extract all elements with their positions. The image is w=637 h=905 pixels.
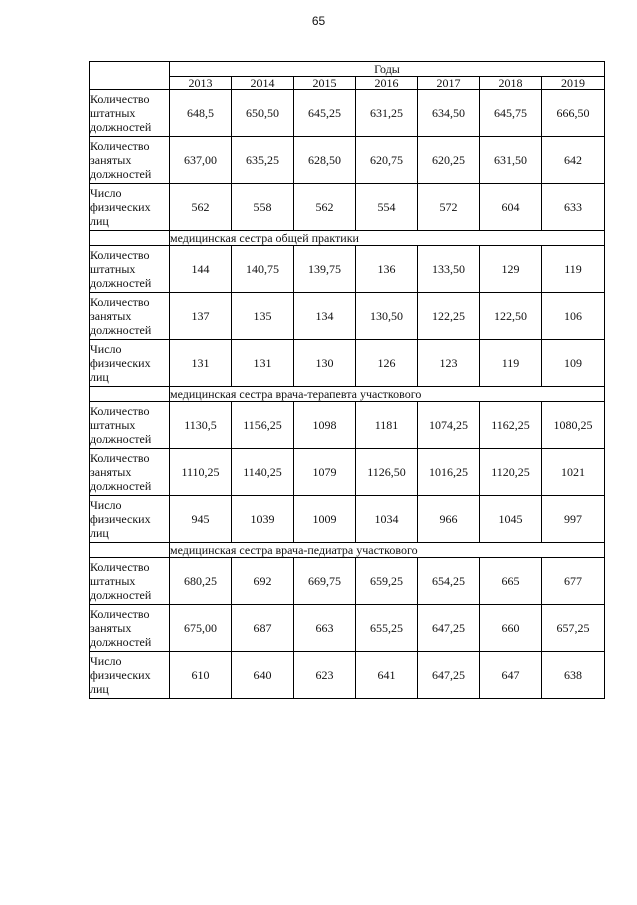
value-cell: 663 xyxy=(294,605,356,652)
page-number: 65 xyxy=(311,14,326,28)
table-row xyxy=(90,293,605,340)
value-cell: 638 xyxy=(542,652,605,699)
value-cell: 137 xyxy=(170,293,232,340)
header-corner-cell xyxy=(90,62,170,90)
value-cell: 966 xyxy=(418,496,480,543)
value-cell: 647,25 xyxy=(418,605,480,652)
row-label-line: занятых xyxy=(90,465,132,479)
row-label-line: Количество xyxy=(90,560,150,574)
value-cell: 144 xyxy=(170,246,232,293)
value-cell: 109 xyxy=(542,340,605,387)
value-cell: 687 xyxy=(232,605,294,652)
row-label-line: Число xyxy=(90,342,122,356)
table-row xyxy=(90,652,605,699)
row-label-line: должностей xyxy=(90,167,152,181)
value-cell: 645,25 xyxy=(294,90,356,137)
section-spacer-cell xyxy=(90,387,170,402)
value-cell: 135 xyxy=(232,293,294,340)
table-row xyxy=(90,90,605,137)
table-row xyxy=(90,340,605,387)
value-cell: 1162,25 xyxy=(480,402,542,449)
value-cell: 1120,25 xyxy=(480,449,542,496)
value-cell: 654,25 xyxy=(418,558,480,605)
section-row xyxy=(90,231,605,246)
year-header: 2019 xyxy=(542,77,605,90)
value-cell: 1021 xyxy=(542,449,605,496)
row-label xyxy=(90,652,170,699)
value-cell: 1126,50 xyxy=(356,449,418,496)
value-cell: 669,75 xyxy=(294,558,356,605)
row-label-line: физических xyxy=(90,356,151,370)
value-cell: 558 xyxy=(232,184,294,231)
year-header: 2014 xyxy=(232,77,294,90)
row-label-line: Количество xyxy=(90,295,150,309)
value-cell: 134 xyxy=(294,293,356,340)
value-cell: 677 xyxy=(542,558,605,605)
value-cell: 133,50 xyxy=(418,246,480,293)
value-cell: 660 xyxy=(480,605,542,652)
value-cell: 562 xyxy=(170,184,232,231)
row-label-line: Количество xyxy=(90,92,150,106)
row-label-line: Количество xyxy=(90,404,150,418)
value-cell: 119 xyxy=(480,340,542,387)
value-cell: 136 xyxy=(356,246,418,293)
value-cell: 1074,25 xyxy=(418,402,480,449)
value-cell: 631,50 xyxy=(480,137,542,184)
row-label-line: физических xyxy=(90,512,151,526)
value-cell: 692 xyxy=(232,558,294,605)
table-row xyxy=(90,558,605,605)
value-cell: 106 xyxy=(542,293,605,340)
value-cell: 1079 xyxy=(294,449,356,496)
value-cell: 126 xyxy=(356,340,418,387)
value-cell: 665 xyxy=(480,558,542,605)
value-cell: 140,75 xyxy=(232,246,294,293)
value-cell: 634,50 xyxy=(418,90,480,137)
value-cell: 675,00 xyxy=(170,605,232,652)
row-label-line: физических xyxy=(90,200,151,214)
value-cell: 620,25 xyxy=(418,137,480,184)
year-header: 2016 xyxy=(356,77,418,90)
value-cell: 1130,5 xyxy=(170,402,232,449)
value-cell: 1039 xyxy=(232,496,294,543)
row-label xyxy=(90,293,170,340)
row-label-line: лиц xyxy=(90,214,109,228)
value-cell: 620,75 xyxy=(356,137,418,184)
year-header: 2015 xyxy=(294,77,356,90)
row-label-line: Количество xyxy=(90,451,150,465)
section-title: медицинская сестра общей практики xyxy=(170,231,605,246)
table-row xyxy=(90,137,605,184)
value-cell: 666,50 xyxy=(542,90,605,137)
section-title: медицинская сестра врача-терапевта участкового xyxy=(170,387,605,402)
table-row xyxy=(90,184,605,231)
row-label-line: занятых xyxy=(90,153,132,167)
value-cell: 131 xyxy=(232,340,294,387)
value-cell: 131 xyxy=(170,340,232,387)
value-cell: 640 xyxy=(232,652,294,699)
row-label-line: лиц xyxy=(90,370,109,384)
year-header: 2018 xyxy=(480,77,542,90)
row-label-line: должностей xyxy=(90,276,152,290)
row-label xyxy=(90,496,170,543)
row-label xyxy=(90,340,170,387)
row-label xyxy=(90,246,170,293)
value-cell: 659,25 xyxy=(356,558,418,605)
value-cell: 119 xyxy=(542,246,605,293)
value-cell: 604 xyxy=(480,184,542,231)
section-row xyxy=(90,543,605,558)
row-label-line: лиц xyxy=(90,682,109,696)
value-cell: 650,50 xyxy=(232,90,294,137)
value-cell: 139,75 xyxy=(294,246,356,293)
row-label xyxy=(90,137,170,184)
row-label-line: штатных xyxy=(90,574,136,588)
table-row xyxy=(90,496,605,543)
value-cell: 637,00 xyxy=(170,137,232,184)
table-row xyxy=(90,246,605,293)
value-cell: 1045 xyxy=(480,496,542,543)
section-spacer-cell xyxy=(90,231,170,246)
value-cell: 945 xyxy=(170,496,232,543)
row-label-line: Количество xyxy=(90,139,150,153)
value-cell: 122,25 xyxy=(418,293,480,340)
row-label-line: должностей xyxy=(90,120,152,134)
table-row xyxy=(90,605,605,652)
row-label-line: лиц xyxy=(90,526,109,540)
row-label xyxy=(90,184,170,231)
value-cell: 633 xyxy=(542,184,605,231)
value-cell: 648,5 xyxy=(170,90,232,137)
row-label-line: должностей xyxy=(90,432,152,446)
row-label-line: Число xyxy=(90,498,122,512)
value-cell: 562 xyxy=(294,184,356,231)
row-label-line: должностей xyxy=(90,323,152,337)
value-cell: 631,25 xyxy=(356,90,418,137)
section-spacer-cell xyxy=(90,543,170,558)
value-cell: 1110,25 xyxy=(170,449,232,496)
year-header: 2017 xyxy=(418,77,480,90)
value-cell: 680,25 xyxy=(170,558,232,605)
value-cell: 572 xyxy=(418,184,480,231)
row-label-line: Количество xyxy=(90,607,150,621)
value-cell: 1009 xyxy=(294,496,356,543)
table-body xyxy=(90,62,605,699)
value-cell: 647 xyxy=(480,652,542,699)
value-cell: 130,50 xyxy=(356,293,418,340)
value-cell: 1098 xyxy=(294,402,356,449)
value-cell: 657,25 xyxy=(542,605,605,652)
row-label xyxy=(90,449,170,496)
section-title: медицинская сестра врача-педиатра участкового xyxy=(170,543,605,558)
value-cell: 1080,25 xyxy=(542,402,605,449)
staffing-table xyxy=(89,61,605,699)
row-label-line: Число xyxy=(90,654,122,668)
row-label-line: штатных xyxy=(90,262,136,276)
row-label-line: занятых xyxy=(90,621,132,635)
row-label-line: Число xyxy=(90,186,122,200)
row-label-line: должностей xyxy=(90,588,152,602)
value-cell: 647,25 xyxy=(418,652,480,699)
header-row-years-title xyxy=(90,62,605,77)
row-label-line: физических xyxy=(90,668,151,682)
value-cell: 1034 xyxy=(356,496,418,543)
row-label-line: должностей xyxy=(90,635,152,649)
row-label-line: Количество xyxy=(90,248,150,262)
row-label-line: занятых xyxy=(90,309,132,323)
row-label xyxy=(90,605,170,652)
value-cell: 997 xyxy=(542,496,605,543)
years-header: Годы xyxy=(170,62,605,77)
table-row xyxy=(90,449,605,496)
value-cell: 655,25 xyxy=(356,605,418,652)
value-cell: 645,75 xyxy=(480,90,542,137)
row-label xyxy=(90,558,170,605)
row-label-line: штатных xyxy=(90,418,136,432)
value-cell: 123 xyxy=(418,340,480,387)
value-cell: 130 xyxy=(294,340,356,387)
value-cell: 610 xyxy=(170,652,232,699)
value-cell: 1156,25 xyxy=(232,402,294,449)
row-label-line: должностей xyxy=(90,479,152,493)
year-header: 2013 xyxy=(170,77,232,90)
value-cell: 1140,25 xyxy=(232,449,294,496)
value-cell: 623 xyxy=(294,652,356,699)
value-cell: 641 xyxy=(356,652,418,699)
value-cell: 122,50 xyxy=(480,293,542,340)
section-row xyxy=(90,387,605,402)
table-row xyxy=(90,402,605,449)
row-label xyxy=(90,90,170,137)
value-cell: 1016,25 xyxy=(418,449,480,496)
value-cell: 1181 xyxy=(356,402,418,449)
value-cell: 642 xyxy=(542,137,605,184)
row-label-line: штатных xyxy=(90,106,136,120)
value-cell: 554 xyxy=(356,184,418,231)
value-cell: 628,50 xyxy=(294,137,356,184)
row-label xyxy=(90,402,170,449)
value-cell: 635,25 xyxy=(232,137,294,184)
value-cell: 129 xyxy=(480,246,542,293)
